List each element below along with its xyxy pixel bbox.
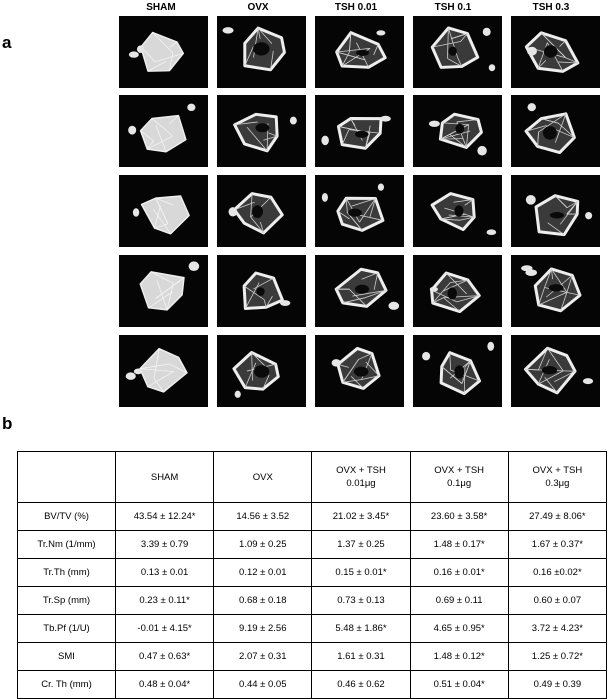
- group-header: TSH 0.3: [507, 2, 595, 14]
- row-label: BV/TV (%): [18, 503, 116, 531]
- micro-ct-image: [217, 16, 306, 88]
- table-cell: 43.54 ± 12.24*: [116, 503, 214, 531]
- table-cell: 21.02 ± 3.45*: [312, 503, 410, 531]
- table-header-cell: [214, 452, 312, 503]
- micro-ct-image: [315, 16, 404, 88]
- micro-ct-image: [119, 175, 208, 247]
- header-line-2: 0.3μg: [511, 477, 604, 490]
- table-row: [18, 531, 607, 559]
- table-cell: 14.56 ± 3.52: [214, 503, 312, 531]
- table-cell: 1.48 ± 0.12*: [410, 643, 508, 671]
- table-header-cell: [410, 452, 508, 503]
- row-label: Tr.Th (mm): [18, 559, 116, 587]
- micro-ct-image: [511, 16, 600, 88]
- table-cell: 5.48 ± 1.86*: [312, 615, 410, 643]
- table-row: [18, 615, 607, 643]
- micro-ct-image: [315, 95, 404, 167]
- table-cell: 1.25 ± 0.72*: [508, 643, 606, 671]
- table-cell: 2.07 ± 0.31: [214, 643, 312, 671]
- table-cell: 0.47 ± 0.63*: [116, 643, 214, 671]
- micro-ct-image: [315, 175, 404, 247]
- table-cell: 0.60 ± 0.07: [508, 587, 606, 615]
- table-cell: 1.67 ± 0.37*: [508, 531, 606, 559]
- micro-ct-image: [511, 95, 600, 167]
- table-row: [18, 671, 607, 699]
- micro-ct-image: [511, 335, 600, 407]
- table-cell: 9.19 ± 2.56: [214, 615, 312, 643]
- table-cell: 1.09 ± 0.25: [214, 531, 312, 559]
- micro-ct-image: [413, 175, 502, 247]
- table-cell: 0.12 ± 0.01: [214, 559, 312, 587]
- table-cell: 0.23 ± 0.11*: [116, 587, 214, 615]
- group-header: OVX: [214, 2, 302, 14]
- bone-parameters-table-wrap: [17, 451, 607, 699]
- micro-ct-image: [217, 255, 306, 327]
- table-header-row: [18, 452, 607, 503]
- header-line-1: SHAM: [118, 471, 211, 484]
- table-header-cell: [312, 452, 410, 503]
- micro-ct-image: [217, 335, 306, 407]
- table-cell: 0.16 ±0.02*: [508, 559, 606, 587]
- group-header: SHAM: [117, 2, 205, 14]
- micro-ct-image: [413, 16, 502, 88]
- header-line-1: OVX + TSH: [314, 464, 407, 477]
- table-header-cell: [116, 452, 214, 503]
- table-row: [18, 559, 607, 587]
- header-line-1: OVX + TSH: [511, 464, 604, 477]
- table-cell: 3.39 ± 0.79: [116, 531, 214, 559]
- table-cell: 4.65 ± 0.95*: [410, 615, 508, 643]
- table-cell: 0.13 ± 0.01: [116, 559, 214, 587]
- micro-ct-image-grid: [119, 16, 608, 406]
- row-label: Tr.Nm (1/mm): [18, 531, 116, 559]
- table-cell: 1.61 ± 0.31: [312, 643, 410, 671]
- table-cell: -0.01 ± 4.15*: [116, 615, 214, 643]
- table-row: [18, 587, 607, 615]
- micro-ct-image: [413, 335, 502, 407]
- bone-parameters-table: [17, 451, 607, 699]
- table-cell: 0.49 ± 0.39: [508, 671, 606, 699]
- table-header-cell: [18, 452, 116, 503]
- table-cell: 0.48 ± 0.04*: [116, 671, 214, 699]
- group-header: TSH 0.01: [312, 2, 400, 14]
- table-cell: 0.46 ± 0.62: [312, 671, 410, 699]
- table-cell: 27.49 ± 8.06*: [508, 503, 606, 531]
- micro-ct-image: [119, 95, 208, 167]
- table-cell: 0.68 ± 0.18: [214, 587, 312, 615]
- row-label: Tb.Pf (1/U): [18, 615, 116, 643]
- panel-b-label: b: [2, 415, 12, 432]
- row-label: SMI: [18, 643, 116, 671]
- header-line-1: OVX + TSH: [413, 464, 506, 477]
- table-cell: 3.72 ± 4.23*: [508, 615, 606, 643]
- table-cell: 0.51 ± 0.04*: [410, 671, 508, 699]
- table-cell: 0.44 ± 0.05: [214, 671, 312, 699]
- table-row: [18, 643, 607, 671]
- table-header-cell: [508, 452, 606, 503]
- table-cell: 1.48 ± 0.17*: [410, 531, 508, 559]
- micro-ct-image: [413, 95, 502, 167]
- micro-ct-image: [217, 175, 306, 247]
- header-line-2: 0.01μg: [314, 477, 407, 490]
- panel-a-label: a: [2, 34, 11, 51]
- micro-ct-image: [511, 255, 600, 327]
- micro-ct-image: [315, 335, 404, 407]
- micro-ct-image: [119, 335, 208, 407]
- table-row: [18, 503, 607, 531]
- header-line-2: 0.1μg: [413, 477, 506, 490]
- header-line-1: OVX: [216, 471, 309, 484]
- table-cell: 0.16 ± 0.01*: [410, 559, 508, 587]
- micro-ct-image: [119, 255, 208, 327]
- row-label: Tr.Sp (mm): [18, 587, 116, 615]
- micro-ct-image: [315, 255, 404, 327]
- micro-ct-image: [119, 16, 208, 88]
- table-cell: 1.37 ± 0.25: [312, 531, 410, 559]
- group-header: TSH 0.1: [409, 2, 497, 14]
- micro-ct-image: [413, 255, 502, 327]
- table-cell: 0.73 ± 0.13: [312, 587, 410, 615]
- micro-ct-image: [511, 175, 600, 247]
- row-label: Cr. Th (mm): [18, 671, 116, 699]
- table-cell: 23.60 ± 3.58*: [410, 503, 508, 531]
- table-cell: 0.15 ± 0.01*: [312, 559, 410, 587]
- table-cell: 0.69 ± 0.11: [410, 587, 508, 615]
- micro-ct-image: [217, 95, 306, 167]
